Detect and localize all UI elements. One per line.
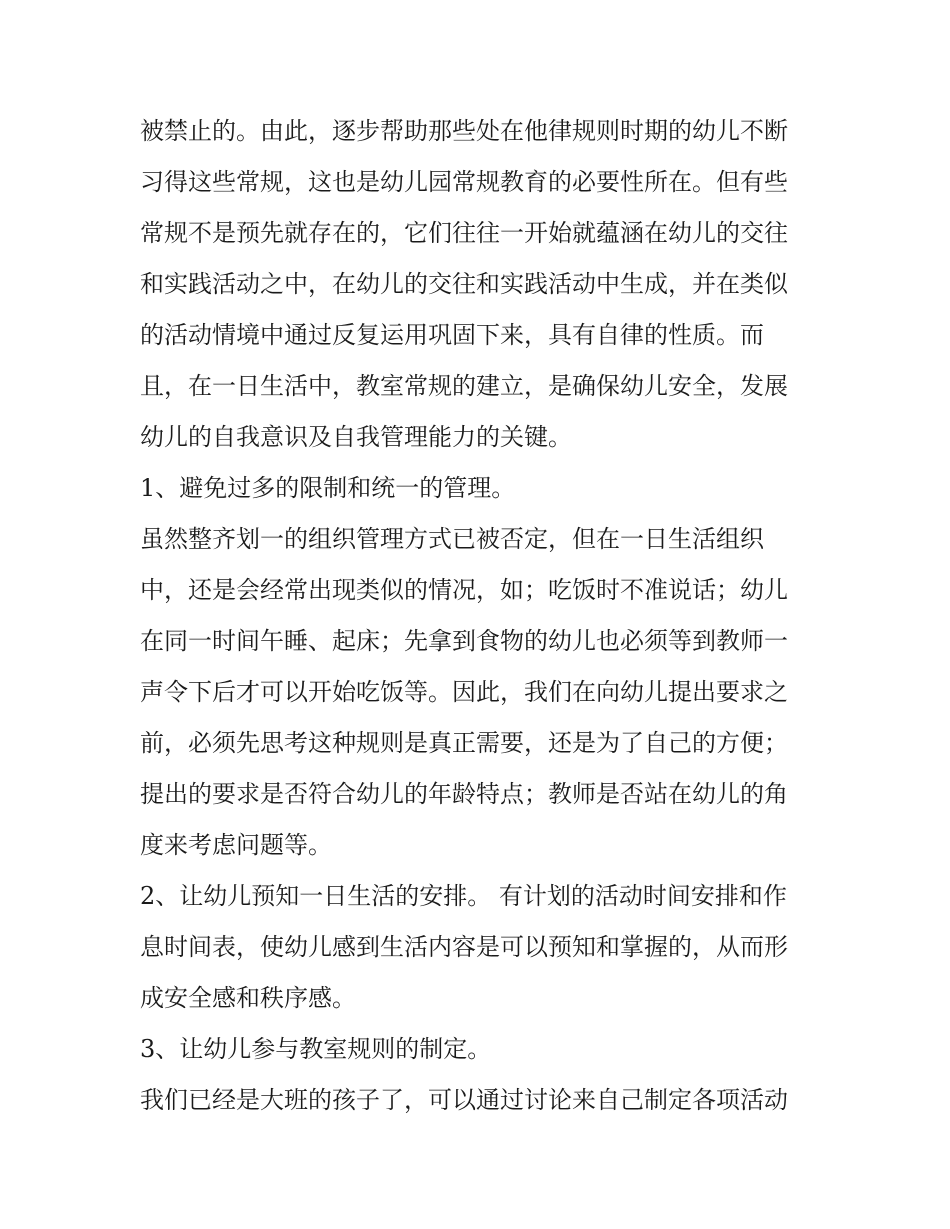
text-line: 幼儿的自我意识及自我管理能力的关键。	[140, 423, 572, 451]
text-line: 息时间表，使幼儿感到生活内容是可以预知和掌握的，从而形	[140, 933, 788, 961]
section-heading-3: 3、让幼儿参与教室规则的制定。	[140, 1035, 492, 1063]
text-line: 虽然整齐划一的组织管理方式已被否定，但在一日生活组织	[140, 525, 764, 553]
text-line: 在同一时间午睡、起床；先拿到食物的幼儿也必须等到教师一	[140, 627, 788, 655]
text-line: 声令下后才可以开始吃饭等。因此，我们在向幼儿提出要求之	[140, 678, 788, 706]
text-line: 前，必须先思考这种规则是真正需要，还是为了自己的方便；	[140, 729, 788, 757]
section-heading-2: 2、让幼儿预知一日生活的安排。 有计划的活动时间安排和作	[140, 882, 787, 910]
document-body	[140, 106, 820, 1126]
text-line: 常规不是预先就存在的，它们往往一开始就蕴涵在幼儿的交往	[140, 219, 788, 247]
section-heading-1: 1、避免过多的限制和统一的管理。	[140, 474, 516, 502]
text-line: 度来考虑问题等。	[140, 831, 332, 859]
text-line: 且，在一日生活中，教室常规的建立，是确保幼儿安全，发展	[140, 372, 788, 400]
text-line: 我们已经是大班的孩子了，可以通过讨论来自己制定各项活动	[140, 1086, 788, 1114]
text-line: 的活动情境中通过反复运用巩固下来，具有自律的性质。而	[140, 321, 764, 349]
text-line: 被禁止的。由此，逐步帮助那些处在他律规则时期的幼儿不断	[140, 117, 788, 145]
text-line: 成安全感和秩序感。	[140, 984, 356, 1012]
text-line: 习得这些常规，这也是幼儿园常规教育的必要性所在。但有些	[140, 168, 788, 196]
text-line: 中，还是会经常出现类似的情况，如；吃饭时不准说话；幼儿	[140, 576, 788, 604]
text-line: 和实践活动之中，在幼儿的交往和实践活动中生成，并在类似	[140, 270, 788, 298]
text-line: 提出的要求是否符合幼儿的年龄特点；教师是否站在幼儿的角	[140, 780, 788, 808]
